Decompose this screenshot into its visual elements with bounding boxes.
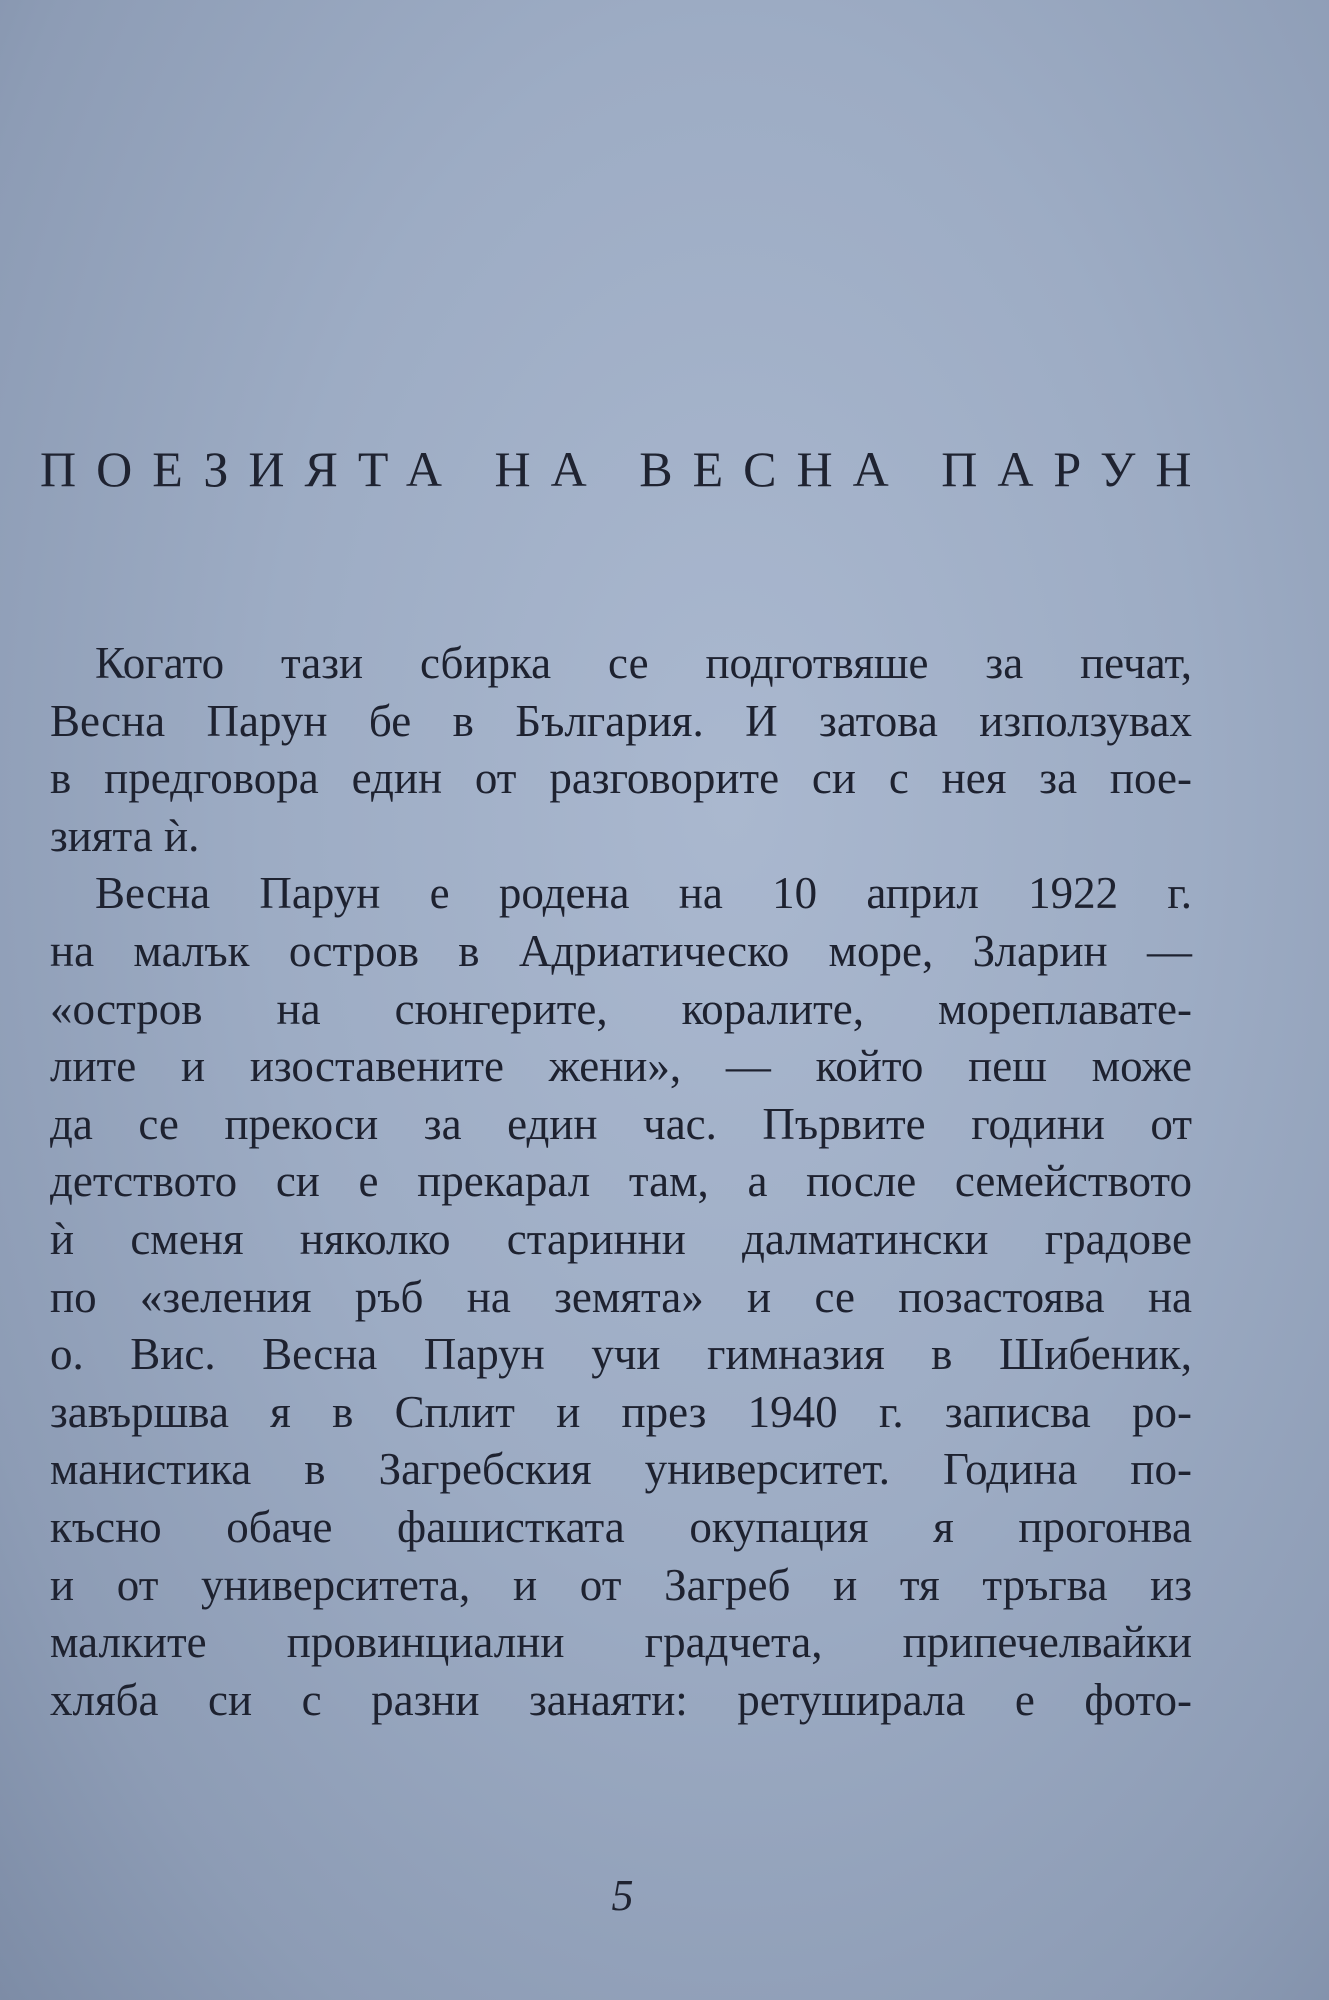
text-line: о. Вис. Весна Парун учи гимназия в Шибеник, (50, 1329, 1192, 1380)
text-line: в предговора един от разговорите си с нея за пое- (50, 753, 1192, 804)
text-line: хляба си с разни занаяти: ретуширала е фото- (50, 1674, 1192, 1725)
body-text (50, 635, 1192, 1729)
text-line: на малък остров в Адриатическо море, Зларин — (50, 925, 1192, 976)
text-line: да се прекоси за един час. Първите години от (50, 1098, 1192, 1149)
page-number: 5 (611, 1871, 634, 1920)
text-line: ѝ сменя няколко старинни далматински градове (50, 1213, 1192, 1264)
text-line: лите и изоставените жени», — който пеш може (50, 1041, 1192, 1092)
text-line: късно обаче фашистката окупация я прогонва (50, 1501, 1192, 1552)
text-line: манистика в Загребския университет. Година по- (50, 1444, 1192, 1495)
text-line: детството си е прекарал там, а после семейството (50, 1156, 1192, 1207)
text-line: зията ѝ. (50, 810, 200, 861)
text-line: Когато тази сбирка се подготвяше за печат, (95, 638, 1192, 688)
text-line: по «зеления ръб на земята» и се позастоява на (50, 1271, 1192, 1322)
text-line: Весна Парун е родена на 10 април 1922 г. (95, 868, 1192, 919)
text-line: Весна Парун бе в България. И затова използувах (50, 695, 1192, 746)
text-line: малките провинциални градчета, припечелвайки (50, 1617, 1192, 1668)
chapter-title: ПОЕЗИЯТА НА ВЕСНА ПАРУН (40, 441, 1212, 497)
text-line: «остров на сюнгерите, коралите, мореплавате- (50, 983, 1192, 1034)
text-line: завършва я в Сплит и през 1940 г. записва ро- (50, 1386, 1192, 1437)
text-line: и от университета, и от Загреб и тя тръгва из (50, 1559, 1192, 1610)
